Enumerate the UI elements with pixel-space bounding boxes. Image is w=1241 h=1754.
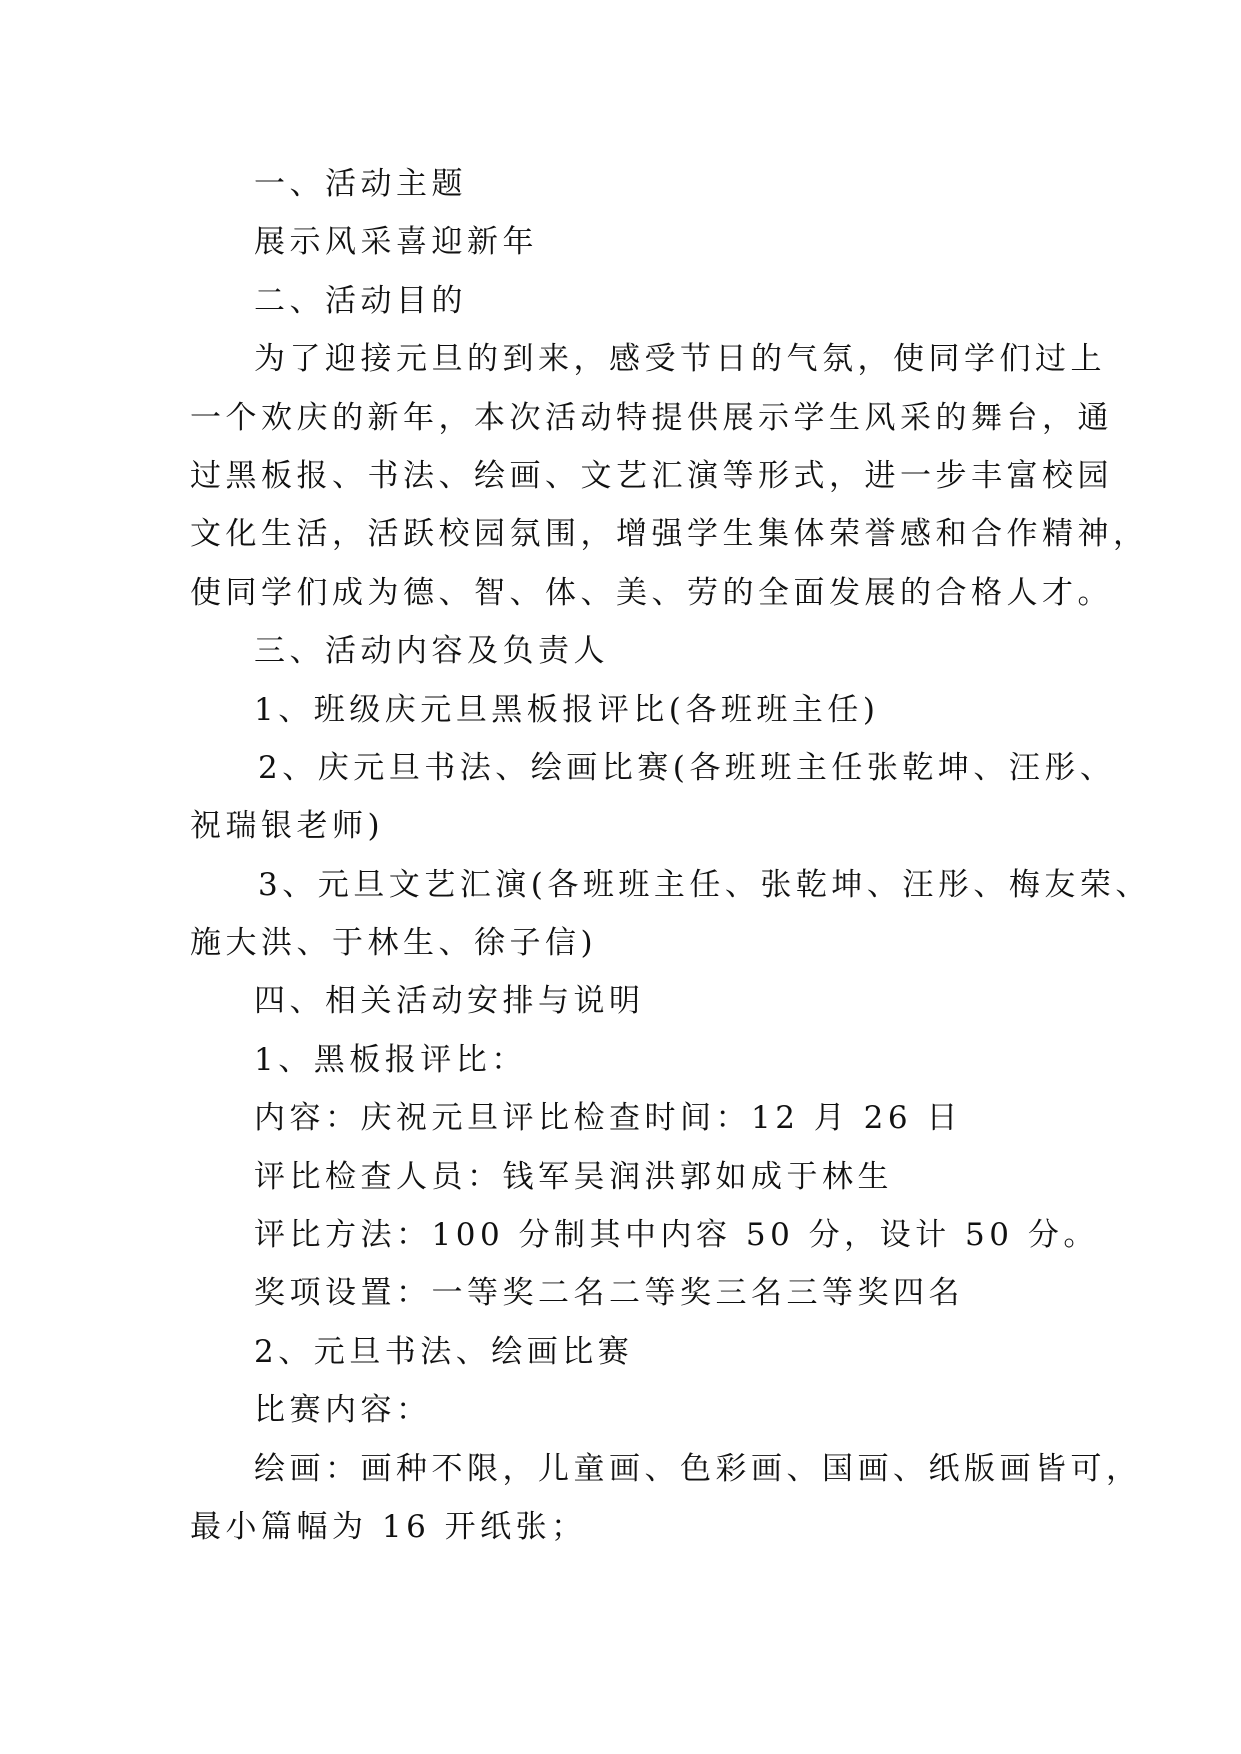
painting-rules-continued: 最小篇幅为 16 开纸张； bbox=[190, 1508, 587, 1545]
section-heading-content: 三、活动内容及负责人 bbox=[254, 633, 609, 670]
contest-content-label: 比赛内容： bbox=[254, 1392, 432, 1429]
section-heading-purpose: 二、活动目的 bbox=[254, 282, 467, 319]
content-item-3-continued: 施大洪、于林生、徐子信) bbox=[190, 925, 598, 962]
document-body bbox=[190, 155, 1151, 1556]
section-heading-arrangements: 四、相关活动安排与说明 bbox=[254, 983, 645, 1020]
arrangement-item-1: 1、黑板报评比： bbox=[254, 1041, 527, 1078]
purpose-paragraph-line: 为了迎接元旦的到来，感受节日的气氛，使同学们过上 bbox=[254, 341, 1106, 378]
arrangement-method-line: 评比方法：100 分制其中内容 50 分，设计 50 分。 bbox=[254, 1217, 1099, 1254]
content-item-2-continued: 祝瑞银老师) bbox=[190, 808, 385, 845]
arrangement-awards-line: 奖项设置：一等奖二名二等奖三名三等奖四名 bbox=[254, 1275, 964, 1312]
content-item-3: 3、元旦文艺汇演(各班班主任、张乾坤、汪彤、梅友荣、 bbox=[258, 866, 1151, 903]
content-item-1: 1、班级庆元旦黑板报评比(各班班主任) bbox=[254, 691, 880, 728]
purpose-paragraph-line: 文化生活，活跃校园氛围，增强学生集体荣誉感和合作精神， bbox=[190, 516, 1149, 553]
painting-rules-line: 绘画：画种不限，儿童画、色彩画、国画、纸版画皆可， bbox=[254, 1450, 1142, 1487]
content-item-2: 2、庆元旦书法、绘画比赛(各班班主任张乾坤、汪彤、 bbox=[258, 749, 1116, 786]
purpose-paragraph-line: 一个欢庆的新年，本次活动特提供展示学生风采的舞台，通 bbox=[190, 399, 1113, 436]
arrangement-content-line: 内容：庆祝元旦评比检查时间：12 月 26 日 bbox=[254, 1100, 962, 1137]
section-heading-theme: 一、活动主题 bbox=[254, 166, 467, 202]
arrangement-item-2: 2、元旦书法、绘画比赛 bbox=[254, 1333, 634, 1370]
arrangement-inspectors-line: 评比检查人员：钱军吴润洪郭如成于林生 bbox=[254, 1158, 893, 1195]
theme-text: 展示风采喜迎新年 bbox=[254, 224, 538, 261]
purpose-paragraph-line: 过黑板报、书法、绘画、文艺汇演等形式，进一步丰富校园 bbox=[190, 457, 1113, 494]
purpose-paragraph-line: 使同学们成为德、智、体、美、劳的全面发展的合格人才。 bbox=[190, 574, 1113, 611]
